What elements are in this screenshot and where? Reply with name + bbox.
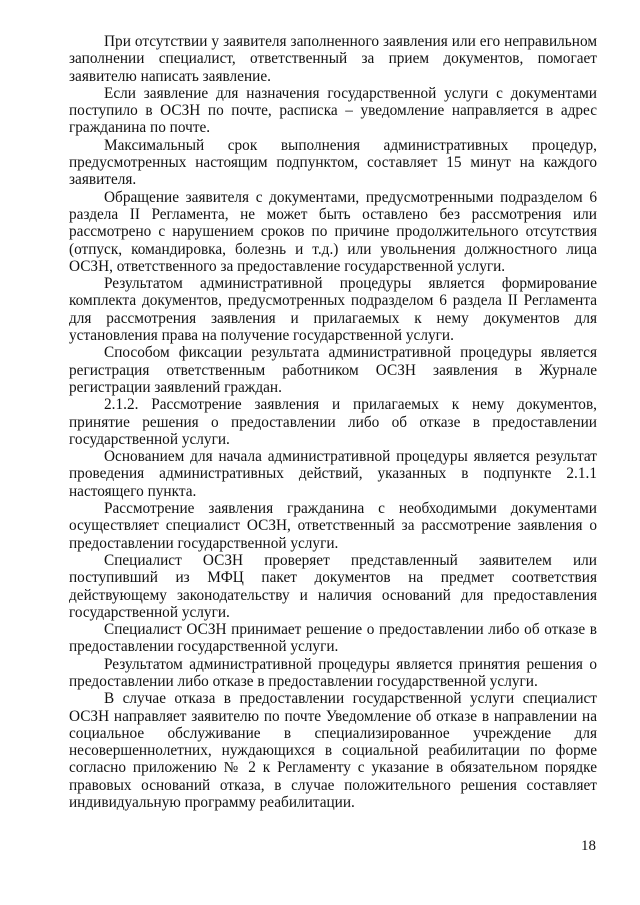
paragraph-fixation-method: Способом фиксации результата административной процедуры является регистрация ответственным работником ОСЗН заявления в Журнале регистрации заявлений граждан. bbox=[69, 344, 597, 396]
paragraph-decision-result: Результатом административной процедуры является принятия решения о предоставлении либо отказе в предоставлении государственной услуги. bbox=[69, 655, 597, 690]
paragraph-procedure-basis: Основанием для начала административной процедуры является результат проведения административных действий, указанных в подпункте 2.1.1 настоящего пункта. bbox=[69, 448, 597, 500]
paragraph-postal-application: Если заявление для назначения государственной услуги с документами поступило в ОСЗН по почте, расписка – уведомление направляется в адрес гражданина по почте. bbox=[69, 84, 597, 137]
document-body bbox=[69, 33, 597, 811]
paragraph-absence-of-application: При отсутствии у заявителя заполненного заявления или его неправильном заполнении специалист, ответственный за прием документов, помогает заявителю написать заявление. bbox=[69, 33, 597, 85]
paragraph-application-review: Рассмотрение заявления гражданина с необходимыми документами осуществляет специалист ОСЗН, ответственный за рассмотрение заявления о предоставлении государственной услуги. bbox=[69, 500, 597, 552]
paragraph-procedure-result: Результатом административной процедуры является формирование комплекта документов, предусмотренных подразделом 6 раздела II Регламента для рассмотрения заявления и прилагаемых к нему документов для установления права на получение государственной услуги. bbox=[69, 275, 597, 345]
paragraph-applicant-appeal: Обращение заявителя с документами, предусмотренными подразделом 6 раздела II Регламента, не может быть оставлено без рассмотрения или рассмотрено с нарушением сроков по причине продолжительного отсутствия (отпуск, командировка, болезнь и т.д.) или увольнения должностного лица ОСЗН, ответственного за предоставление государственной услуги. bbox=[69, 188, 597, 275]
paragraph-decision: Специалист ОСЗН принимает решение о предоставлении либо об отказе в предоставлении государственной услуги. bbox=[69, 621, 597, 656]
paragraph-refusal-notice: В случае отказа в предоставлении государственной услуги специалист ОСЗН направляет заявителю по почте Уведомление об отказе в направлении на социальное обслуживание в специализированное учреждение для несовершеннолетних, нуждающихся в социальной реабилитации по форме согласно приложению № 2 к Регламенту с указание в обязательном порядке правовых оснований отказа, в случае положительного решения составляет индивидуальную программу реабилитации. bbox=[69, 690, 597, 812]
paragraph-section-2-1-2: 2.1.2. Рассмотрение заявления и прилагаемых к нему документов, принятие решения о предоставлении либо об отказе в предоставлении государственной услуги. bbox=[69, 396, 597, 448]
page-number: 18 bbox=[581, 838, 596, 854]
paragraph-maximum-time: Максимальный срок выполнения административных процедур, предусмотренных настоящим подпунктом, составляет 15 минут на каждого заявителя. bbox=[69, 136, 597, 189]
paragraph-document-check: Специалист ОСЗН проверяет представленный заявителем или поступивший из МФЦ пакет документов на предмет соответствия действующему законодательству и наличия оснований для предоставления государственной услуги. bbox=[69, 551, 597, 621]
